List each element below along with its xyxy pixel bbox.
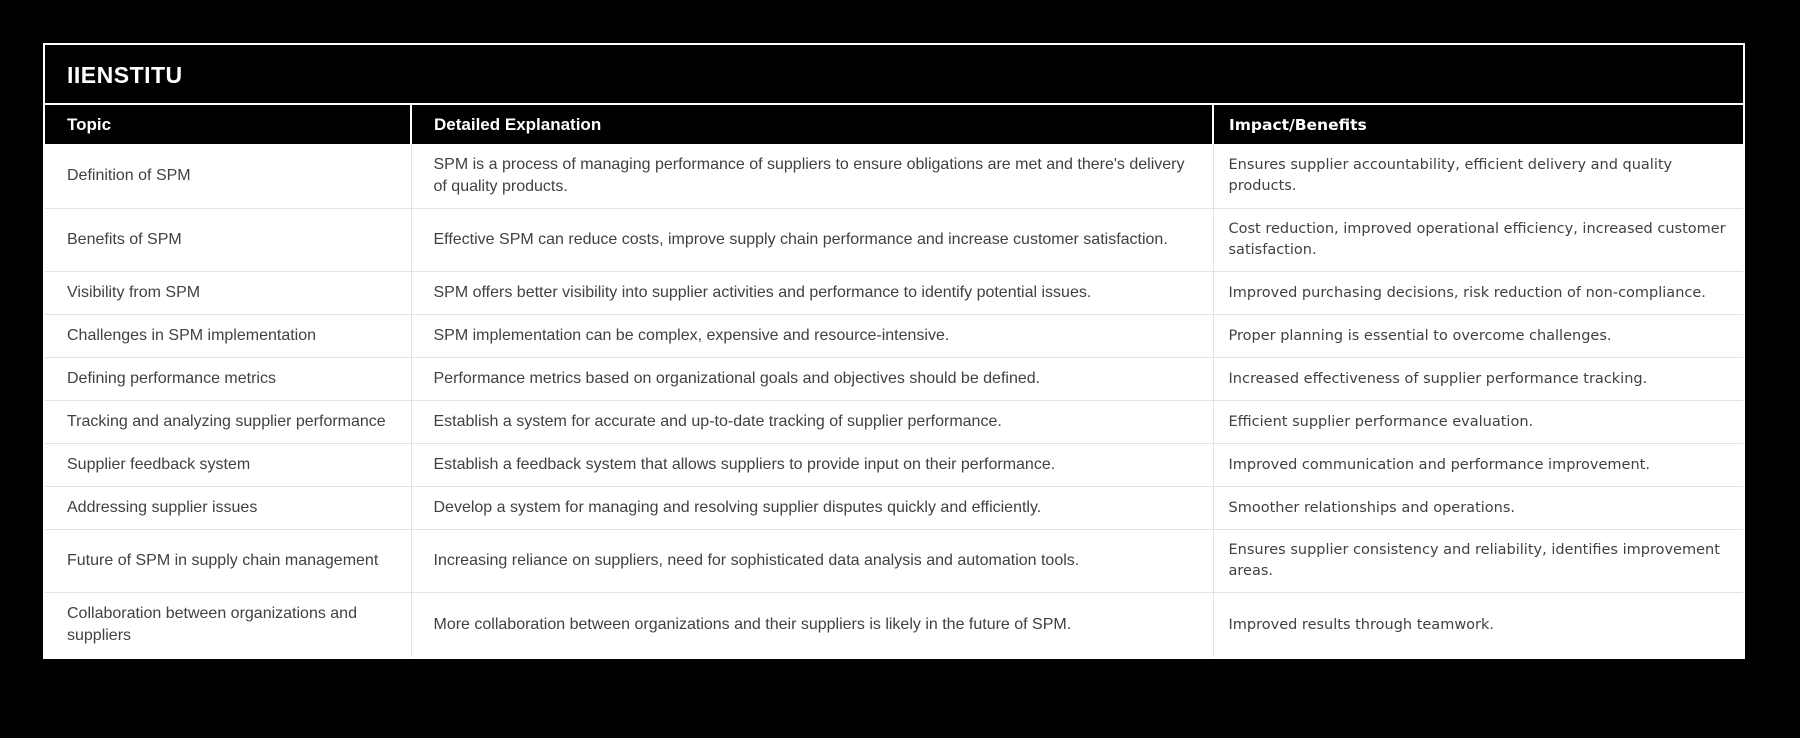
- topic-cell: Benefits of SPM: [45, 209, 411, 272]
- impact-cell: Ensures supplier accountability, efficient delivery and quality products.: [1213, 144, 1743, 209]
- impact-cell: Improved purchasing decisions, risk reduction of non-compliance.: [1213, 272, 1743, 315]
- table-row: [45, 401, 1743, 444]
- explanation-cell: More collaboration between organizations and their suppliers is likely in the future of SPM.: [411, 593, 1213, 658]
- header-row: [45, 105, 1743, 144]
- topic-cell: Supplier feedback system: [45, 444, 411, 487]
- table-row: [45, 444, 1743, 487]
- explanation-cell: SPM is a process of managing performance of suppliers to ensure obligations are met and there's delivery of quality products.: [411, 144, 1213, 209]
- content-card: [43, 43, 1745, 659]
- table-row: [45, 487, 1743, 530]
- impact-cell: Proper planning is essential to overcome challenges.: [1213, 315, 1743, 358]
- impact-cell: Improved results through teamwork.: [1213, 593, 1743, 658]
- topic-cell: Defining performance metrics: [45, 358, 411, 401]
- impact-cell: Cost reduction, improved operational efficiency, increased customer satisfaction.: [1213, 209, 1743, 272]
- table-row: [45, 530, 1743, 593]
- explanation-cell: Performance metrics based on organizational goals and objectives should be defined.: [411, 358, 1213, 401]
- table-row: [45, 272, 1743, 315]
- topic-cell: Challenges in SPM implementation: [45, 315, 411, 358]
- explanation-cell: Effective SPM can reduce costs, improve supply chain performance and increase customer satisfaction.: [411, 209, 1213, 272]
- topic-cell: Addressing supplier issues: [45, 487, 411, 530]
- topic-cell: Collaboration between organizations and suppliers: [45, 593, 411, 658]
- explanation-cell: Establish a feedback system that allows suppliers to provide input on their performance.: [411, 444, 1213, 487]
- impact-cell: Increased effectiveness of supplier performance tracking.: [1213, 358, 1743, 401]
- table-row: [45, 144, 1743, 209]
- topic-cell: Future of SPM in supply chain management: [45, 530, 411, 593]
- impact-cell: Improved communication and performance improvement.: [1213, 444, 1743, 487]
- table-row: [45, 209, 1743, 272]
- explanation-cell: Develop a system for managing and resolving supplier disputes quickly and efficiently.: [411, 487, 1213, 530]
- header-impact-benefits: Impact/Benefits: [1213, 105, 1743, 144]
- explanation-cell: SPM offers better visibility into supplier activities and performance to identify potential issues.: [411, 272, 1213, 315]
- explanation-cell: Increasing reliance on suppliers, need for sophisticated data analysis and automation tools.: [411, 530, 1213, 593]
- header-topic: Topic: [45, 105, 411, 144]
- explanation-cell: Establish a system for accurate and up-to-date tracking of supplier performance.: [411, 401, 1213, 444]
- impact-cell: Ensures supplier consistency and reliability, identifies improvement areas.: [1213, 530, 1743, 593]
- table-body: [45, 144, 1743, 657]
- explanation-cell: SPM implementation can be complex, expensive and resource-intensive.: [411, 315, 1213, 358]
- impact-cell: Smoother relationships and operations.: [1213, 487, 1743, 530]
- table-row: [45, 315, 1743, 358]
- table-row: [45, 358, 1743, 401]
- impact-cell: Efficient supplier performance evaluation.: [1213, 401, 1743, 444]
- table-header: [45, 105, 1743, 144]
- table-row: [45, 593, 1743, 658]
- topic-cell: Tracking and analyzing supplier performance: [45, 401, 411, 444]
- header-detailed-explanation: Detailed Explanation: [411, 105, 1213, 144]
- brand-title: IIENSTITU: [45, 45, 1743, 105]
- topic-cell: Visibility from SPM: [45, 272, 411, 315]
- topic-cell: Definition of SPM: [67, 167, 191, 184]
- spm-table: [45, 105, 1743, 657]
